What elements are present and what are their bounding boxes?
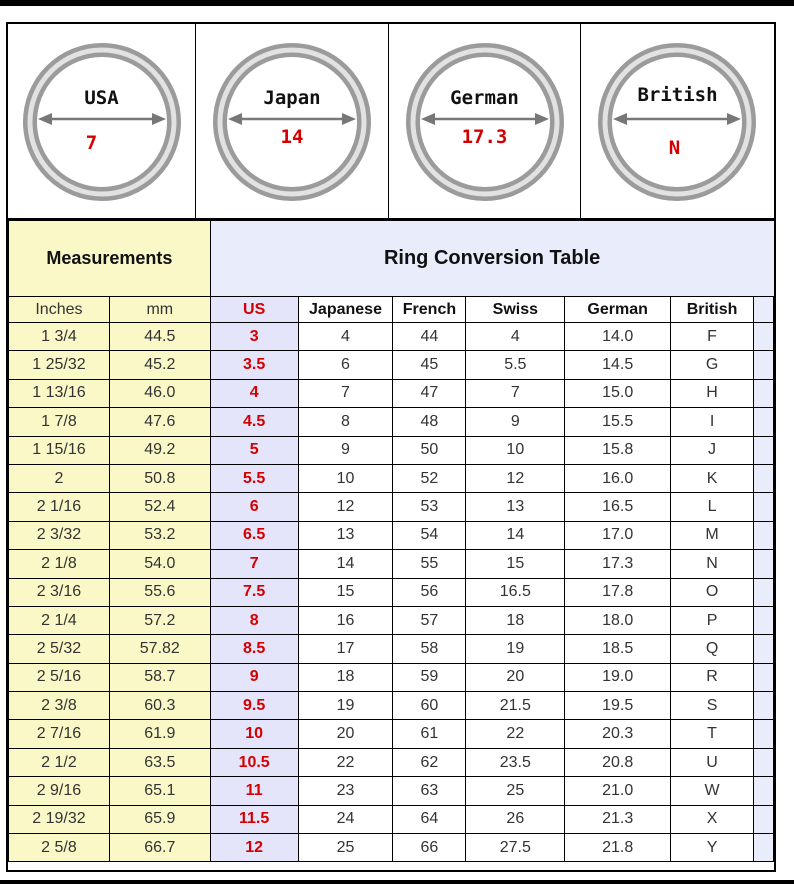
cell-swiss: 21.5 bbox=[466, 692, 565, 720]
cell-japanese: 9 bbox=[298, 436, 393, 464]
cell-mm: 44.5 bbox=[109, 323, 210, 351]
cell-swiss: 13 bbox=[466, 493, 565, 521]
table-row bbox=[9, 550, 774, 578]
cell-french: 55 bbox=[393, 550, 466, 578]
cell-british: T bbox=[671, 720, 754, 748]
ring-size-value: 14 bbox=[280, 126, 304, 148]
spacer-cell bbox=[753, 493, 773, 521]
cell-german: 17.3 bbox=[565, 550, 671, 578]
spacer-cell bbox=[753, 351, 773, 379]
column-header-german: German bbox=[565, 297, 671, 323]
cell-french: 53 bbox=[393, 493, 466, 521]
ring-conversion-table bbox=[8, 220, 774, 862]
table-row bbox=[9, 635, 774, 663]
cell-british: J bbox=[671, 436, 754, 464]
cell-inches: 2 3/8 bbox=[9, 692, 110, 720]
cell-swiss: 23.5 bbox=[466, 748, 565, 776]
ring-size-value: 17.3 bbox=[461, 126, 508, 148]
measurements-header: Measurements bbox=[9, 221, 211, 297]
cell-mm: 60.3 bbox=[109, 692, 210, 720]
cell-swiss: 10 bbox=[466, 436, 565, 464]
table-row bbox=[9, 408, 774, 436]
cell-inches: 1 25/32 bbox=[9, 351, 110, 379]
cell-mm: 65.9 bbox=[109, 805, 210, 833]
bottom-border-bar bbox=[0, 880, 794, 884]
cell-german: 18.0 bbox=[565, 606, 671, 634]
spacer-column bbox=[753, 297, 773, 323]
cell-mm: 50.8 bbox=[109, 464, 210, 492]
cell-french: 62 bbox=[393, 748, 466, 776]
cell-japanese: 6 bbox=[298, 351, 393, 379]
ring-usa bbox=[8, 24, 196, 220]
cell-us: 11.5 bbox=[210, 805, 298, 833]
top-border-bar bbox=[0, 0, 794, 6]
cell-swiss: 9 bbox=[466, 408, 565, 436]
ring-country-label: British bbox=[637, 84, 718, 106]
cell-british: P bbox=[671, 606, 754, 634]
cell-german: 20.3 bbox=[565, 720, 671, 748]
cell-british: H bbox=[671, 379, 754, 407]
spacer-cell bbox=[753, 606, 773, 634]
spacer-cell bbox=[753, 663, 773, 691]
cell-japanese: 23 bbox=[298, 777, 393, 805]
spacer-cell bbox=[753, 436, 773, 464]
cell-us: 3 bbox=[210, 323, 298, 351]
column-header-mm: mm bbox=[109, 297, 210, 323]
ring-country-label: USA bbox=[84, 87, 119, 109]
cell-inches: 2 1/16 bbox=[9, 493, 110, 521]
spacer-cell bbox=[753, 408, 773, 436]
cell-japanese: 18 bbox=[298, 663, 393, 691]
cell-british: Y bbox=[671, 834, 754, 862]
column-header-swiss: Swiss bbox=[466, 297, 565, 323]
ring-country-label: German bbox=[450, 87, 519, 109]
cell-us: 10.5 bbox=[210, 748, 298, 776]
ring-japan bbox=[196, 24, 389, 220]
spacer-cell bbox=[753, 720, 773, 748]
cell-inches: 1 3/4 bbox=[9, 323, 110, 351]
cell-french: 63 bbox=[393, 777, 466, 805]
cell-german: 16.5 bbox=[565, 493, 671, 521]
cell-british: U bbox=[671, 748, 754, 776]
cell-inches: 2 5/32 bbox=[9, 635, 110, 663]
cell-german: 19.5 bbox=[565, 692, 671, 720]
cell-us: 9.5 bbox=[210, 692, 298, 720]
cell-us: 6.5 bbox=[210, 521, 298, 549]
cell-french: 54 bbox=[393, 521, 466, 549]
cell-french: 48 bbox=[393, 408, 466, 436]
cell-british: Q bbox=[671, 635, 754, 663]
cell-german: 21.8 bbox=[565, 834, 671, 862]
cell-british: S bbox=[671, 692, 754, 720]
cell-british: I bbox=[671, 408, 754, 436]
cell-inches: 2 19/32 bbox=[9, 805, 110, 833]
cell-swiss: 22 bbox=[466, 720, 565, 748]
cell-mm: 66.7 bbox=[109, 834, 210, 862]
cell-mm: 61.9 bbox=[109, 720, 210, 748]
cell-japanese: 16 bbox=[298, 606, 393, 634]
table-row bbox=[9, 379, 774, 407]
cell-japanese: 17 bbox=[298, 635, 393, 663]
spacer-cell bbox=[753, 692, 773, 720]
table-row bbox=[9, 606, 774, 634]
cell-inches: 2 5/16 bbox=[9, 663, 110, 691]
ring-illustration-icon bbox=[196, 24, 389, 220]
ring-size-value: 7 bbox=[85, 132, 98, 154]
cell-mm: 52.4 bbox=[109, 493, 210, 521]
cell-mm: 47.6 bbox=[109, 408, 210, 436]
cell-japanese: 20 bbox=[298, 720, 393, 748]
cell-french: 66 bbox=[393, 834, 466, 862]
cell-german: 15.0 bbox=[565, 379, 671, 407]
cell-french: 64 bbox=[393, 805, 466, 833]
cell-german: 19.0 bbox=[565, 663, 671, 691]
cell-japanese: 14 bbox=[298, 550, 393, 578]
cell-french: 50 bbox=[393, 436, 466, 464]
cell-swiss: 12 bbox=[466, 464, 565, 492]
table-row bbox=[9, 436, 774, 464]
spacer-cell bbox=[753, 777, 773, 805]
column-header-british: British bbox=[671, 297, 754, 323]
spacer-cell bbox=[753, 323, 773, 351]
spacer-cell bbox=[753, 550, 773, 578]
table-row bbox=[9, 578, 774, 606]
cell-french: 61 bbox=[393, 720, 466, 748]
cell-japanese: 7 bbox=[298, 379, 393, 407]
spacer-cell bbox=[753, 834, 773, 862]
cell-german: 14.5 bbox=[565, 351, 671, 379]
cell-mm: 49.2 bbox=[109, 436, 210, 464]
cell-swiss: 26 bbox=[466, 805, 565, 833]
cell-us: 7.5 bbox=[210, 578, 298, 606]
cell-mm: 57.2 bbox=[109, 606, 210, 634]
cell-inches: 1 15/16 bbox=[9, 436, 110, 464]
cell-french: 52 bbox=[393, 464, 466, 492]
cell-inches: 1 7/8 bbox=[9, 408, 110, 436]
cell-mm: 53.2 bbox=[109, 521, 210, 549]
cell-british: L bbox=[671, 493, 754, 521]
cell-british: R bbox=[671, 663, 754, 691]
cell-inches: 2 9/16 bbox=[9, 777, 110, 805]
cell-swiss: 18 bbox=[466, 606, 565, 634]
cell-inches: 2 1/8 bbox=[9, 550, 110, 578]
cell-french: 56 bbox=[393, 578, 466, 606]
cell-swiss: 27.5 bbox=[466, 834, 565, 862]
ring-illustration-icon bbox=[581, 24, 774, 220]
spacer-cell bbox=[753, 464, 773, 492]
cell-british: G bbox=[671, 351, 754, 379]
table-row bbox=[9, 663, 774, 691]
cell-french: 60 bbox=[393, 692, 466, 720]
cell-us: 5.5 bbox=[210, 464, 298, 492]
ring-illustration-icon bbox=[389, 24, 581, 220]
cell-german: 16.0 bbox=[565, 464, 671, 492]
cell-german: 17.8 bbox=[565, 578, 671, 606]
ring-country-label: Japan bbox=[263, 87, 321, 109]
table-row bbox=[9, 464, 774, 492]
ring-illustration-icon bbox=[8, 24, 196, 220]
cell-mm: 65.1 bbox=[109, 777, 210, 805]
cell-us: 7 bbox=[210, 550, 298, 578]
cell-inches: 2 5/8 bbox=[9, 834, 110, 862]
cell-swiss: 4 bbox=[466, 323, 565, 351]
cell-us: 5 bbox=[210, 436, 298, 464]
table-title: Ring Conversion Table bbox=[210, 221, 773, 297]
cell-british: X bbox=[671, 805, 754, 833]
cell-british: W bbox=[671, 777, 754, 805]
cell-japanese: 4 bbox=[298, 323, 393, 351]
cell-mm: 46.0 bbox=[109, 379, 210, 407]
column-header-japanese: Japanese bbox=[298, 297, 393, 323]
cell-british: O bbox=[671, 578, 754, 606]
spacer-cell bbox=[753, 578, 773, 606]
ring-size-chart bbox=[6, 22, 776, 872]
cell-british: F bbox=[671, 323, 754, 351]
table-row bbox=[9, 351, 774, 379]
cell-us: 8.5 bbox=[210, 635, 298, 663]
cell-swiss: 25 bbox=[466, 777, 565, 805]
cell-japanese: 15 bbox=[298, 578, 393, 606]
cell-swiss: 5.5 bbox=[466, 351, 565, 379]
cell-swiss: 19 bbox=[466, 635, 565, 663]
table-row bbox=[9, 692, 774, 720]
cell-us: 4 bbox=[210, 379, 298, 407]
table-row bbox=[9, 805, 774, 833]
cell-inches: 2 bbox=[9, 464, 110, 492]
cell-japanese: 24 bbox=[298, 805, 393, 833]
cell-swiss: 16.5 bbox=[466, 578, 565, 606]
spacer-cell bbox=[753, 635, 773, 663]
cell-japanese: 12 bbox=[298, 493, 393, 521]
cell-inches: 2 3/16 bbox=[9, 578, 110, 606]
cell-german: 14.0 bbox=[565, 323, 671, 351]
cell-german: 15.5 bbox=[565, 408, 671, 436]
table-row bbox=[9, 748, 774, 776]
cell-german: 15.8 bbox=[565, 436, 671, 464]
cell-us: 4.5 bbox=[210, 408, 298, 436]
ring-banner bbox=[8, 24, 774, 220]
cell-inches: 2 1/2 bbox=[9, 748, 110, 776]
cell-german: 20.8 bbox=[565, 748, 671, 776]
column-header-inches: Inches bbox=[9, 297, 110, 323]
cell-mm: 45.2 bbox=[109, 351, 210, 379]
spacer-cell bbox=[753, 521, 773, 549]
table-row bbox=[9, 493, 774, 521]
spacer-cell bbox=[753, 805, 773, 833]
cell-german: 21.3 bbox=[565, 805, 671, 833]
ring-german bbox=[389, 24, 581, 220]
cell-us: 3.5 bbox=[210, 351, 298, 379]
cell-mm: 55.6 bbox=[109, 578, 210, 606]
cell-french: 47 bbox=[393, 379, 466, 407]
cell-japanese: 19 bbox=[298, 692, 393, 720]
table-row bbox=[9, 720, 774, 748]
table-row bbox=[9, 323, 774, 351]
cell-german: 18.5 bbox=[565, 635, 671, 663]
table-body bbox=[9, 323, 774, 862]
table-row bbox=[9, 777, 774, 805]
cell-german: 17.0 bbox=[565, 521, 671, 549]
cell-swiss: 7 bbox=[466, 379, 565, 407]
cell-japanese: 22 bbox=[298, 748, 393, 776]
column-header-us: US bbox=[210, 297, 298, 323]
cell-inches: 2 7/16 bbox=[9, 720, 110, 748]
cell-japanese: 10 bbox=[298, 464, 393, 492]
cell-swiss: 14 bbox=[466, 521, 565, 549]
cell-french: 58 bbox=[393, 635, 466, 663]
cell-swiss: 15 bbox=[466, 550, 565, 578]
table-row bbox=[9, 521, 774, 549]
cell-us: 12 bbox=[210, 834, 298, 862]
cell-us: 9 bbox=[210, 663, 298, 691]
cell-japanese: 8 bbox=[298, 408, 393, 436]
cell-inches: 2 1/4 bbox=[9, 606, 110, 634]
cell-inches: 1 13/16 bbox=[9, 379, 110, 407]
spacer-cell bbox=[753, 748, 773, 776]
ring-british bbox=[581, 24, 774, 220]
cell-mm: 63.5 bbox=[109, 748, 210, 776]
cell-british: N bbox=[671, 550, 754, 578]
cell-us: 11 bbox=[210, 777, 298, 805]
cell-mm: 54.0 bbox=[109, 550, 210, 578]
cell-french: 45 bbox=[393, 351, 466, 379]
cell-us: 6 bbox=[210, 493, 298, 521]
cell-mm: 57.82 bbox=[109, 635, 210, 663]
cell-british: K bbox=[671, 464, 754, 492]
cell-mm: 58.7 bbox=[109, 663, 210, 691]
cell-us: 8 bbox=[210, 606, 298, 634]
cell-japanese: 25 bbox=[298, 834, 393, 862]
cell-french: 59 bbox=[393, 663, 466, 691]
cell-us: 10 bbox=[210, 720, 298, 748]
cell-french: 57 bbox=[393, 606, 466, 634]
column-header-french: French bbox=[393, 297, 466, 323]
cell-british: M bbox=[671, 521, 754, 549]
cell-inches: 2 3/32 bbox=[9, 521, 110, 549]
cell-japanese: 13 bbox=[298, 521, 393, 549]
cell-swiss: 20 bbox=[466, 663, 565, 691]
cell-french: 44 bbox=[393, 323, 466, 351]
table-row bbox=[9, 834, 774, 862]
ring-size-value: N bbox=[668, 137, 681, 159]
spacer-cell bbox=[753, 379, 773, 407]
cell-german: 21.0 bbox=[565, 777, 671, 805]
